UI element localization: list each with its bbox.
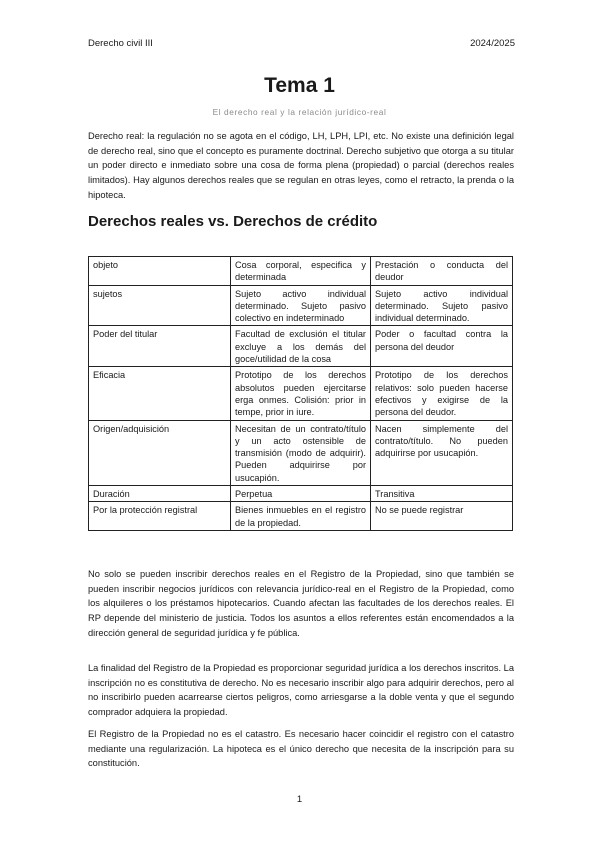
table-cell-real: Facultad de exclusión el titular excluye a los demás del goce/utilidad de la cosa [231,326,371,367]
table-cell-credito: Nacen simplemente del contrato/título. No pueden adquirirse por usucapión. [371,420,513,485]
table-cell-label: Duración [89,486,231,502]
body-paragraph-catastro: El Registro de la Propiedad no es el catastro. Es necesario hacer coincidir el registro con el catastro mediante una regularización. La hipoteca es el único derecho que necesita de la inscripción para su constitución. [88,729,514,769]
table-row [89,257,513,286]
table-row [89,285,513,326]
table-cell-label: Eficacia [89,367,231,420]
table-cell-label: Poder del titular [89,326,231,367]
table-cell-real: Necesitan de un contrato/título y un acto ostensible de transmisión (modo de adquirir). Pueden adquirirse por usucapión. [231,420,371,485]
table-cell-label: objeto [89,257,231,286]
table-cell-credito: Prototipo de los derechos relativos: solo pueden hacerse efectivos y exigirse de la persona del deudor. [371,367,513,420]
section-heading: Derechos reales vs. Derechos de crédito [88,213,378,230]
comparison-table [88,256,513,531]
page-title: Tema 1 [264,74,335,97]
table-cell-real: Bienes inmuebles en el registro de la propiedad. [231,502,371,531]
page-number: 1 [296,794,303,805]
table-cell-credito: Sujeto activo individual determinado. Sujeto pasivo individual determinado. [371,285,513,326]
table-row [89,367,513,420]
body-paragraph-finalidad: La finalidad del Registro de la Propiedad es proporcionar seguridad jurídica a los derechos inscritos. La inscripción no es constitutiva de derecho. No es necesario inscribir algo para adquirir derechos, pero al no inscribirlo pueden acarrearse ciertos peligros, como arriesgarse a la doble venta y que el segundo comprador adquiera la propiedad. [88,663,514,718]
page-subtitle: El derecho real y la relación jurídico-real [212,107,387,117]
table-cell-credito: Transitiva [371,486,513,502]
table-cell-credito: Poder o facultad contra la persona del deudor [371,326,513,367]
table-cell-real: Cosa corporal, especifica y determinada [231,257,371,286]
table-row [89,502,513,531]
body-paragraph-registro: No solo se pueden inscribir derechos reales en el Registro de la Propiedad, sino que también se pueden inscribir negocios jurídicos con relevancia jurídico-real en el Registro de la Propiedad, como los alquileres o los préstamos hipotecarios. Cuando afectan las facultades de los derechos reales. El RP depende del ministerio de justicia. Todos los asuntos a ellos referentes están encomendados a la dirección general de seguridad jurídica y fe pública. [88,569,514,638]
table-cell-credito: No se puede registrar [371,502,513,531]
intro-paragraph: Derecho real: la regulación no se agota en el código, LH, LPH, LPI, etc. No existe una definición legal de derecho real, sino que el concepto es puramente doctrinal. Derecho subjetivo que otorga a su titular un poder directo e inmediato sobre una cosa de forma plena (propiedad) o parcial (derechos reales limitados). Hay algunos derechos reales que se regulan en otras leyes, como el retracto, la prenda o la hipoteca. [88,131,514,200]
table-row [89,486,513,502]
header-course: Derecho civil III [88,38,153,49]
table-cell-real: Sujeto activo individual determinado. Sujeto pasivo colectivo en indeterminado [231,285,371,326]
table-row [89,420,513,485]
table-cell-label: Origen/adquisición [89,420,231,485]
table-cell-label: sujetos [89,285,231,326]
table-cell-real: Perpetua [231,486,371,502]
table-cell-credito: Prestación o conducta del deudor [371,257,513,286]
header-year: 2024/2025 [470,38,515,49]
table-cell-real: Prototipo de los derechos absolutos pueden ejercitarse erga onmes. Colisión: prior in tempe, prior in iure. [231,367,371,420]
table-cell-label: Por la protección registral [89,502,231,531]
table-row [89,326,513,367]
